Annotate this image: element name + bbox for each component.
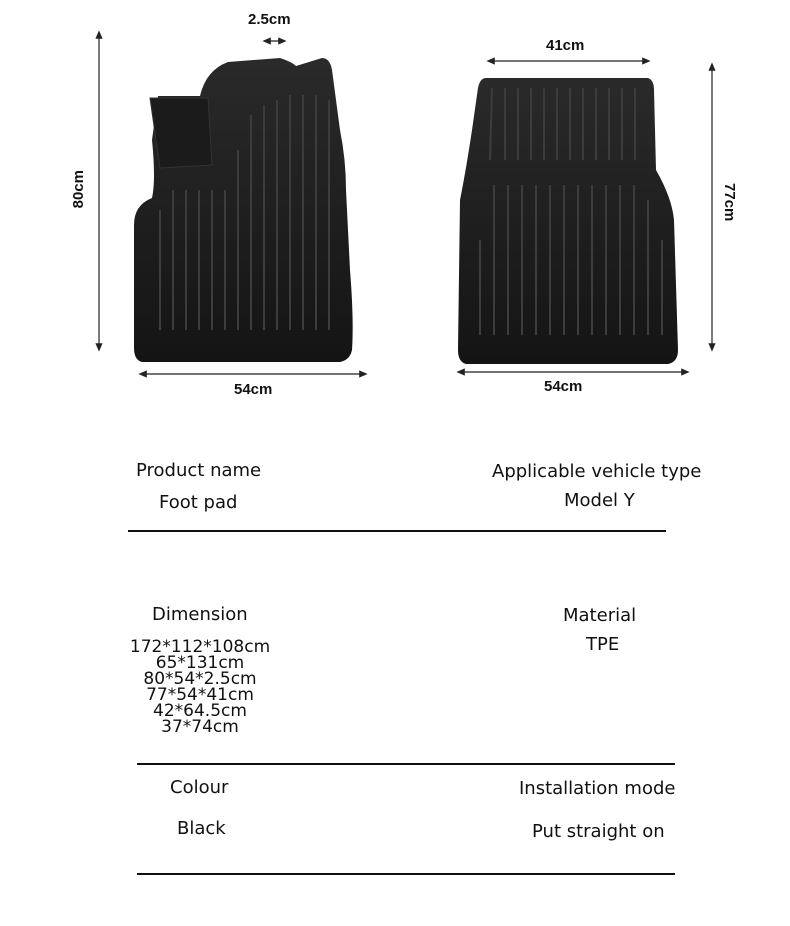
product-name-value: Foot pad <box>159 492 238 513</box>
dimension-value: 37*74cm <box>161 717 239 737</box>
dimension-values <box>120 639 280 735</box>
left-width-label: 54cm <box>234 381 273 398</box>
left-height-label: 80cm <box>70 170 87 209</box>
dimension-value: 80*54*2.5cm <box>143 669 257 689</box>
installation-value: Put straight on <box>532 821 665 842</box>
right-top-width-label: 41cm <box>546 37 585 54</box>
material-label: Material <box>563 605 637 626</box>
vehicle-type-value: Model Y <box>564 490 635 511</box>
dimension-value: 77*54*41cm <box>146 685 254 705</box>
right-height-label: 77cm <box>721 183 738 222</box>
dimension-value: 65*131cm <box>155 653 245 673</box>
right-width-label: 54cm <box>544 378 583 395</box>
right-floor-mat <box>458 78 678 364</box>
material-value: TPE <box>586 634 620 655</box>
left-thickness-label: 2.5cm <box>248 11 291 28</box>
floor-mats-diagram <box>0 0 790 410</box>
divider <box>137 763 675 765</box>
colour-value: Black <box>177 818 226 839</box>
colour-label: Colour <box>170 777 229 798</box>
product-name-label: Product name <box>136 460 262 481</box>
divider <box>137 873 675 875</box>
left-floor-mat <box>134 58 353 362</box>
vehicle-type-label: Applicable vehicle type <box>492 461 702 482</box>
divider <box>128 530 666 532</box>
installation-label: Installation mode <box>519 778 676 799</box>
dimension-label: Dimension <box>152 604 248 625</box>
dimension-value: 172*112*108cm <box>129 637 271 657</box>
dimension-value: 42*64.5cm <box>153 701 247 721</box>
